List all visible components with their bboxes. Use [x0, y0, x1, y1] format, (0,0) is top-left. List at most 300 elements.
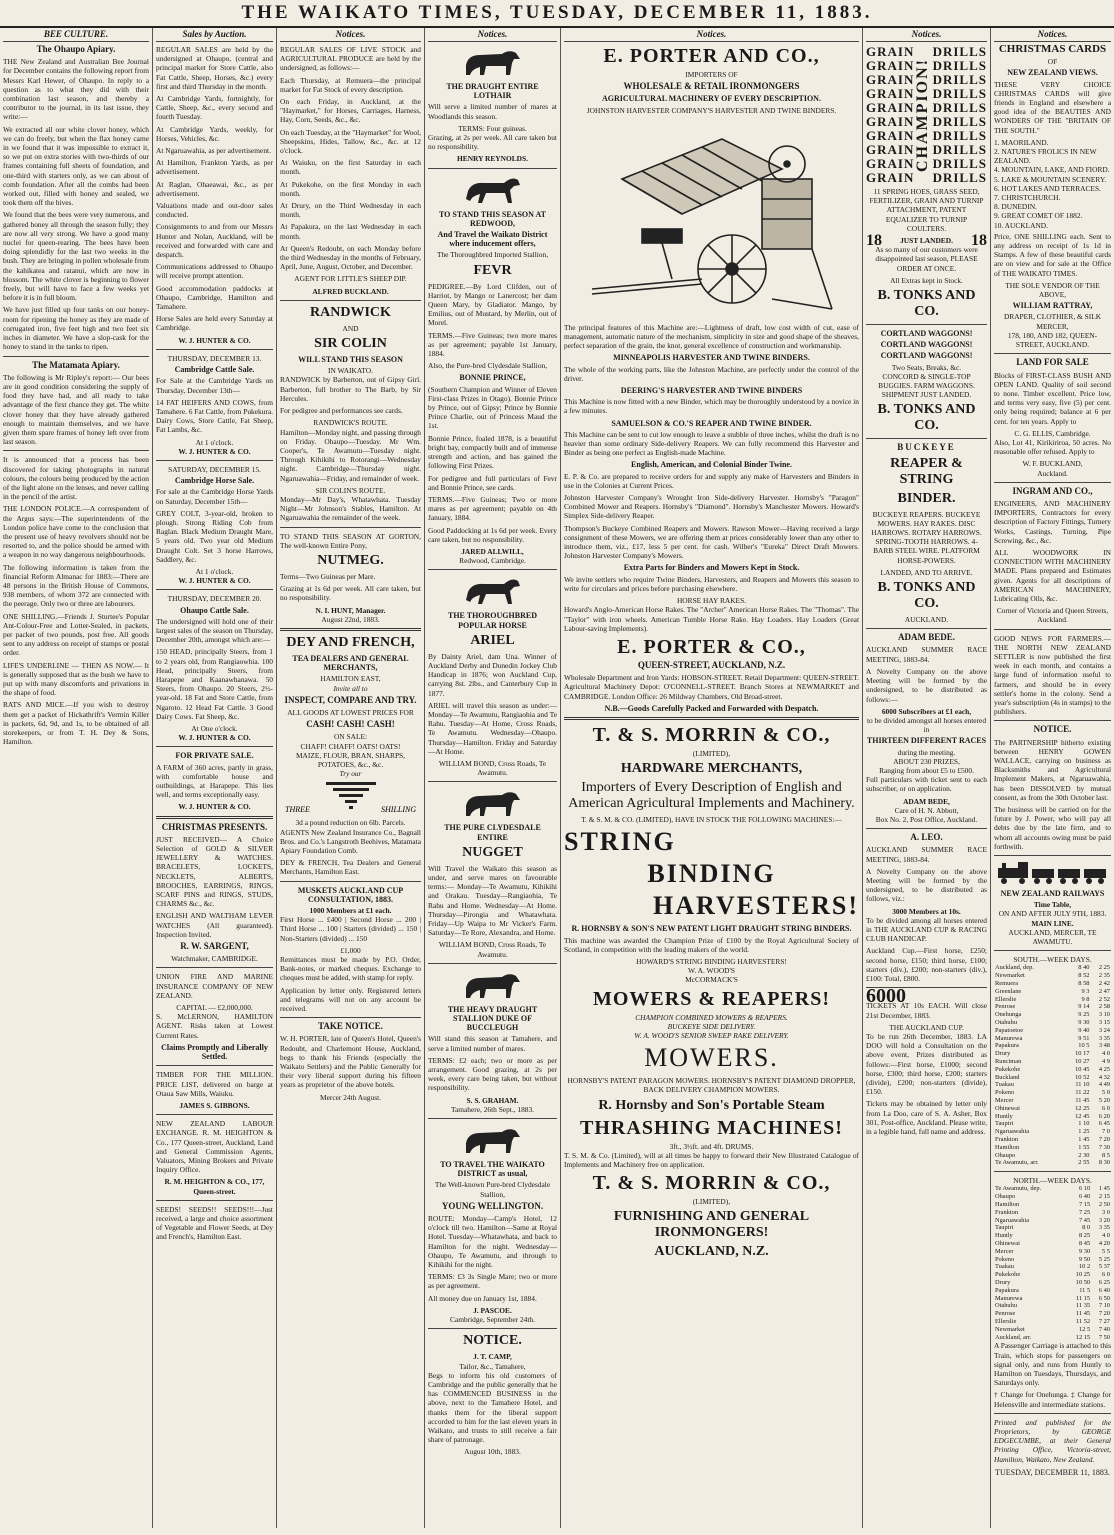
- ad-title: THE THOROUGHBRED POPULAR HORSE: [448, 611, 537, 630]
- ad-subtitle: THE AUCKLAND CUP.: [889, 1022, 964, 1032]
- train-time: 2 42: [1098, 980, 1110, 988]
- train-time: 9 50: [1078, 1255, 1091, 1263]
- ad-paragraph: Tickets may be obtained by letter only from La Doo, care of S. A. Asher, Box 301, Post-office, Auckland. Please write, in a legible hand, full name and address.: [866, 1099, 987, 1137]
- timetable-row: [994, 1081, 1111, 1089]
- train-time: 10 27: [1075, 1058, 1090, 1066]
- divider: [428, 963, 557, 964]
- timetable-subtitle: AUCKLAND, MERCER, TE AWAMUTU.: [1008, 927, 1097, 947]
- train-time: 7 25: [1078, 1208, 1091, 1216]
- divider: [866, 438, 987, 439]
- station-name: Pukekohe: [995, 1271, 1021, 1279]
- card-list-item: 5. LAKE & MOUNTAIN SCENERY.: [994, 174, 1107, 184]
- train-time: 9 30: [1078, 1247, 1091, 1255]
- timetable-row: [994, 1193, 1111, 1201]
- stallion-name: NUGGET: [462, 844, 523, 860]
- ad-paragraph: This Machine can be sent to cut low enough to leave a stubble of three inches, whilst the draft is no heavier than some ordinary Side-delivery Reapers. We can fully recommend this Harvester and Binder as being one perfect as English-made Machine.: [564, 429, 859, 458]
- train-time: 4 0: [1102, 1232, 1110, 1240]
- ad-paragraph: Monday—Mr Day's, Whatawhata. Tuesday Night—Mr Johnson's Stables, Hamilton. At Ngaruawahia the remainder of the week.: [280, 494, 421, 523]
- divider: [280, 1017, 421, 1018]
- train-time: 6 0: [1102, 1104, 1110, 1112]
- ad-signature: JAMES S. GIBBONS.: [179, 1100, 250, 1110]
- train-time: 6 25: [1098, 1278, 1110, 1286]
- locomotive-icon: [994, 860, 1114, 886]
- ad-paragraph: Grazing at 1s 6d per week. All care taken, but no responsibility.: [280, 584, 421, 603]
- ad-paragraph: TERMS.—Five Guineas; two more mares as per agreement; payable 1st January, 1884.: [428, 330, 557, 359]
- ad-paragraph: TERMS: £3 3s Single Mare; two or more as per agreement.: [428, 1272, 557, 1291]
- ad-paragraph: At Cambridge Yards, fortnightly, for Cattle, Sheep, &c., every second and fourth Tuesday.: [156, 94, 273, 122]
- train-time: 6 0: [1102, 1271, 1110, 1279]
- station-name: Ngaruawahia: [995, 1128, 1030, 1136]
- ad-subtitle: AUCKLAND.: [904, 615, 949, 625]
- ad-subtitle: NEW ZEALAND VIEWS.: [1007, 68, 1098, 78]
- product-title: SAMUELSON & CO.'S REAPER AND TWINE BINDER.: [611, 418, 812, 428]
- station-name: Drury: [995, 1278, 1011, 1286]
- ad-paragraph: TIMBER FOR THE MILLION. PRICE LIST, delivered on barge at Otaua Saw Mills, Waiuku.: [156, 1070, 273, 1098]
- ad-title: T. & S. MORRIN & CO.,: [592, 1172, 831, 1195]
- train-time: 12 5: [1078, 1325, 1091, 1333]
- train-time: 3 35: [1098, 1034, 1110, 1042]
- station-name: Greenlane: [995, 987, 1022, 995]
- card-list-item: 2. NATURE'S FROLICS IN NEW ZEALAND.: [994, 147, 1097, 166]
- station-name: Taupiri: [995, 1120, 1014, 1128]
- column-bee-culture: [0, 28, 152, 1528]
- just-landed: JUST LANDED.: [900, 236, 953, 246]
- timetable-row: [994, 988, 1111, 996]
- divider: [428, 569, 557, 570]
- ad-signature: Mercer 24th August.: [320, 1092, 381, 1102]
- ad-paragraph: For Sale at the Cambridge Yards on Thursday, December 13th—: [156, 376, 273, 395]
- train-time: 9 25: [1078, 1011, 1090, 1019]
- column-heading: Notices.: [428, 28, 557, 42]
- column-sales-by-auction: [152, 28, 276, 1528]
- ad-date: Cambridge, September 24th.: [450, 1315, 535, 1325]
- article-title: The Matamata Apiary.: [32, 359, 120, 370]
- divider: [994, 1171, 1111, 1172]
- article-paragraph: We found that the bees were very numerous, and gathered honey all through the season fully; they are now all very strong. We have a good many nuclei for queen-rearing. The bees have been doing splendidly for the last two weeks in the bush. They are bringing in pollen wholesale from the kahikatea and ratanui, which are now in blossom. The white clover is beginning to flower freely, but will have to face a few weeks yet before it is in full bloom.: [3, 210, 150, 303]
- ad-signature: W. F. BUCKLAND,: [1022, 459, 1083, 469]
- ad-subtitle: AGRICULTURAL MACHINERY OF EVERY DESCRIPTION.: [602, 94, 821, 104]
- ad-signature: HENRY REYNOLDS.: [457, 154, 528, 164]
- ad-signature: WILLIAM BOND, Cross Roads, Te Awamutu.: [438, 758, 547, 778]
- ad-paragraph: ENGINEERS, AND MACHINERY IMPORTERS, Contractors for every description of Factory Fittings, Turnery Works, Castings, Turning, Pipe Screwing, &c., &c.: [994, 498, 1111, 545]
- station-name: Ellerslie: [995, 995, 1017, 1003]
- ad-paragraph: DEY & FRENCH, Tea Dealers and General Merchants, Hamilton East.: [280, 858, 421, 877]
- station-name: Tuakau: [995, 1263, 1014, 1271]
- ad-paragraph: To be divided among all horses entered in THE AUCKLAND CUP & RACING CLUB HANDICAP.: [866, 915, 987, 944]
- ad-paragraph: THESE VERY CHOICE CHRISTMAS CARDS will give friends in England and elsewhere a good idea of the BEAUTIES AND WONDERS OF THE "BRITAIN OF THE SOUTH.": [994, 79, 1111, 135]
- product-title: DEERING'S HARVESTER AND TWINE BINDERS: [620, 386, 803, 396]
- article-paragraph: It is announced that a process has been discovered for taking photographs in natural colours, the colours being produced by the action of the light alone on the lenses, and never calling in the pencil of the artist.: [3, 455, 149, 502]
- station-name: Papatoetoe: [995, 1026, 1024, 1034]
- train-time: 10 17: [1075, 1050, 1090, 1058]
- ad-paragraph: GREY COLT, 3-year-old, broken to plough. Strong Riding Cob from Raglan. Black Medium Draught Mare, 5 years old. Two year old Medium Draught Colt. Set 3 horse Harrows, Saddlery, &c.: [156, 508, 273, 564]
- station-name: Remuera: [995, 980, 1019, 988]
- ad-paragraph: At Cambridge Yards, weekly, for Horses, Vehicles, &c.: [156, 124, 273, 143]
- ad-title: THE DRAUGHT ENTIRE LOTHAIR: [446, 82, 539, 101]
- train-time: 4 9: [1102, 1058, 1110, 1066]
- ad-paragraph: ENGLISH AND WALTHAM LEVER WATCHES (All guaranteed). Inspection Invited.: [156, 911, 273, 939]
- train-time: 2 58: [1098, 1003, 1110, 1011]
- train-time: 7 40: [1098, 1325, 1110, 1333]
- ad-paragraph: Each Thursday, at Remuera—the principal market for Fat Stock of every description.: [280, 75, 421, 94]
- ad-title: CASH! CASH! CASH!: [306, 719, 395, 730]
- train-time: 7 50: [1098, 1333, 1110, 1341]
- ad-subtitle: Invite all to: [333, 683, 368, 693]
- sale-time: At 1 o'clock.: [195, 566, 234, 576]
- ad-paragraph: Grazing, at 2s per week. All care taken but no responsibility.: [428, 133, 557, 152]
- product-title: English, American, and Colonial Binder Twine.: [631, 460, 792, 470]
- station-name: Frankton: [995, 1208, 1019, 1216]
- train-time: 7 20: [1098, 1310, 1110, 1318]
- ad-subtitle: HARDWARE MERCHANTS,: [620, 761, 803, 777]
- column-notices-1: [276, 28, 424, 1528]
- ad-subtitle: HAMILTON EAST,: [320, 674, 381, 684]
- ad-paragraph: W. H. PORTER, late of Queen's Hotel, Queen's Redoubt, and Charlemont House, Auckland, begs to thank his Friends (especially the Waikato Settlers) and the Public Generally for their very liberal support during his fifteen years as proprietor of the above hotels.: [280, 1034, 421, 1090]
- article-paragraph: The following information is taken from the financial Reform Almanac for 1883:—There are 48 persons in the British House of Commons, 938 members, of whom 372 are connected with the peerage. Only two or three are labourers.: [3, 562, 149, 609]
- divider: [994, 629, 1111, 630]
- train-time: 7 27: [1098, 1317, 1110, 1325]
- ad-signature: Box No. 2, Post Office, Auckland.: [875, 814, 978, 824]
- stallion-name: BONNIE PRINCE,: [459, 373, 526, 383]
- divider: [156, 349, 273, 350]
- divider: [994, 855, 1111, 856]
- timetable-row: [994, 1310, 1111, 1318]
- card-list-item: 1. MAORILAND.: [994, 137, 1049, 147]
- ad-title: CORTLAND WAGGONS!: [880, 351, 973, 361]
- ad-paragraph: REGULAR SALES are held by the undersigned at Ohaupo, (central and principal market for Store Cattle, also Fat Cattle, Sheep, Horses, &c.) every first and third Thursday in the month.: [156, 45, 273, 91]
- timetable-row: [994, 1003, 1111, 1011]
- train-time: 12 15: [1075, 1333, 1091, 1341]
- ad-paragraph: ROUTE: Monday—Camp's Hotel, 12 o'clock till two. Hamilton—Same at Royal Hotel. Tuesday—Whatawhata, and back to Hamilton for the night. Wednesday—Ohaupo, Te Awamutu, and through to Kihikihi for the night.: [428, 1214, 557, 1270]
- ad-title: MOWERS.: [644, 1043, 779, 1073]
- ad-signature: Corner of Victoria and Queen Streets, Auckland.: [996, 606, 1109, 625]
- ad-subtitle: (LIMITED),: [692, 1197, 731, 1207]
- ad-title: MUSKETS AUCKLAND CUP CONSULTATION, 1883.: [297, 885, 404, 904]
- station-name: Pokeno: [995, 1089, 1015, 1097]
- timetable-row: [994, 1113, 1111, 1121]
- imprint: Printed and published for the Proprietors, by GEORGE EDGECUMBE, at their General Printing Office, Victoria-street, Hamilton, Waikato, New Zealand.: [994, 1417, 1111, 1464]
- ad-paragraph: BUCKEYE REAPERS. BUCKEYE MOWERS. HAY RAKES. DISC HARROWS. ROTARY HARROWS. SPRING-TOOTH HARROWS. 4-BARB STEEL WIRE. PLATFORM HORSE-POWERS.: [871, 509, 982, 565]
- number-18: 18: [866, 232, 882, 250]
- article-paragraph: The following is Mr Ripley's report:— Our bees are in good condition considering the supply of food they have had, and all ready to take advantage of the first chance they get. The white clover honey that they have already gathered enough to maintain themselves, and we have given them spare frames of honey left over from last season.: [3, 372, 149, 447]
- timetable-row: [994, 1050, 1111, 1058]
- stallion-name: ARIEL: [470, 632, 515, 648]
- ad-paragraph: The principal features of this Machine are:—Lightness of draft, low cost width of cut, ease of management, automatic nature of the mechanism, simplicity in size and good shape of the sheaves, perfect separation of the grain, the knot, general excellence of construction and workmanship.: [564, 322, 859, 351]
- ad-paragraph: A FARM of 360 acres, partly in grass, with comfortable house and outbuildings, at Harapepe. This lies well, and terms exceptionally easy.: [156, 762, 273, 800]
- ad-paragraph: Johnston Harvester Company's Wrought Iron Side-delivery Harvester. Hornsby's "Paragon" Combined Mower and Reapers. Hornsby's "Diamond". Hornsby's Manchester Mowers. Howard's Simplex Side-delivery Reaper.: [564, 493, 859, 521]
- station-name: Drury: [995, 1050, 1011, 1058]
- ad-title: MOWERS & REAPERS!: [592, 987, 830, 1010]
- ad-paragraph: ALL WOODWORK IN CONNECTION WITH MACHINERY MADE. Plans prepared and Estimates given. Agents for all descriptions of AMERICAN MACHINERY, Lubricating Oils, &c.: [994, 547, 1111, 603]
- card-list-item: 7. CHRISTCHURCH.: [994, 193, 1061, 203]
- article-paragraph: ONE SHILLING.—Friends J. Sturtee's Popular Ant-Colour-Free and Lotter-Sealed, in packets, per packet of two pounds, post free. All goods sent to any address on receipt of stamps or postal order.: [3, 611, 149, 658]
- ad-paragraph: Blocks of FIRST-CLASS BUSH AND OPEN LAND. Quality of soil second to none. Timber excellent. Price low, and terms very easy, five (5) per cent. only being required; balance at 6 per cent. for ten years. Apply to: [994, 370, 1111, 426]
- ad-subtitle: N.B.—Goods Carefully Packed and Forwarded with Despatch.: [604, 703, 819, 713]
- tea-label-three: THREE: [284, 805, 310, 815]
- ad-paragraph: The business will be carried on for the future by J. Power, who will pay all debts due by the late firm, and to whom all accounts owing must be paid forthwith.: [994, 805, 1111, 851]
- timetable-north: [994, 1185, 1111, 1341]
- divider: [866, 628, 987, 629]
- train-time: 8 58: [1078, 980, 1090, 988]
- divider: [866, 324, 987, 325]
- timetable-row: [994, 980, 1111, 988]
- product-title: W. A. WOOD'S SENIOR SWEEP RAKE DELIVERY.: [634, 1030, 789, 1040]
- train-time: 10 45: [1075, 1065, 1090, 1073]
- stallion-name: YOUNG WELLINGTON.: [441, 1200, 544, 1211]
- timetable-row: [994, 1201, 1111, 1209]
- station-name: Mercer: [995, 1097, 1014, 1105]
- sale-title: FOR PRIVATE SALE.: [175, 751, 254, 761]
- ad-paragraph: Thompson's Buckeye Combined Reapers and Mowers. Rawson Mower—Having received a large consignment of these Mowers, we are offering them at prices considerably lower than any other to introduce them, viz., £17, less 5 per cent. for cash. Wilber's "Eureka" Direct Draft Mowers. Johnston Harvester Company's Mowers.: [564, 523, 859, 561]
- product-title: HORSE HAY RAKES.: [676, 596, 747, 606]
- ad-paragraph: Consignments to and from our Messrs Hunter and Nolan, Auckland, will be received and forwarded with care and despatch.: [156, 222, 273, 260]
- ad-subtitle: IMPORTERS OF: [685, 70, 738, 79]
- station-name: Ngaruawahia: [995, 1216, 1030, 1224]
- timetable-subtitle: ON AND AFTER JULY 9TH, 1883.: [998, 909, 1107, 919]
- timetable-row: [994, 1224, 1111, 1232]
- ad-paragraph: At Drury, on the Third Wednesday in each month.: [280, 201, 421, 220]
- train-time: 8 30: [1098, 1159, 1110, 1167]
- station-name: Papakura: [995, 1286, 1019, 1294]
- ad-paragraph: As so many of our customers were disappointed last season, PLEASE ORDER AT ONCE.: [875, 245, 978, 273]
- ad-subtitle: 3000 Members at 10s.: [892, 906, 961, 916]
- station-name: Taupiri: [995, 1224, 1014, 1232]
- ad-title: INSPECT, COMPARE AND TRY.: [284, 694, 417, 705]
- station-name: Newmarket: [995, 1325, 1025, 1333]
- station-name: Auckland, dep.: [995, 964, 1034, 972]
- ad-signature: JARED ALLWILL,: [461, 546, 524, 556]
- ad-title: INGRAM AND CO.,: [1012, 485, 1093, 496]
- divider: [280, 527, 421, 528]
- station-name: Buckland: [995, 1073, 1020, 1081]
- ad-paragraph: TERMS.—Five Guineas; Two or more mares as per agreement; payable on 4th January, 1884.: [428, 494, 557, 523]
- ad-paragraph: Also, Lot 41, Kirikiriroa, 50 acres. No reasonable offer refused. Apply to: [994, 437, 1111, 457]
- ad-subtitle: Two Seats, Breaks, &c.: [891, 362, 962, 372]
- divider: [280, 628, 421, 631]
- divider: [428, 1328, 557, 1329]
- ad-subtitle: Try our: [339, 769, 362, 779]
- timetable-row: [994, 1318, 1111, 1326]
- ad-subtitle: 3ft., 3½ft. and 4ft. DRUMS.: [669, 1141, 754, 1151]
- train-time: 8 52: [1078, 972, 1090, 980]
- ad-paragraph: TERMS: £2 each; two or more as per arrangement. Good grazing, at 2s per week, every care being taken, but without responsibility.: [428, 1055, 557, 1093]
- station-name: Ohaupo: [995, 1151, 1016, 1159]
- ad-paragraph: We invite settlers who require Twine Binders, Harvesters, and Reapers and Mowers this season to write for circulars and prices before purchasing elsewhere.: [564, 574, 859, 593]
- train-time: 6 10: [1078, 1185, 1091, 1193]
- ad-paragraph: 11 SPRING HOES, GRASS SEED, FERTILIZER, GRAIN AND TURNIP ATTACHMENT, PATENT EQUALIZER TO TURNIP COULTERS.: [869, 187, 984, 233]
- timetable-row: [994, 996, 1111, 1004]
- ad-paragraph: Will stand this season at Tamahere, and serve a limited number of mares.: [428, 1034, 557, 1053]
- ad-paragraph: T. S. M. & Co. (Limited), will at all times be happy to forward their New Illustrated Catalogue of Implements and Machinery free on application.: [564, 1150, 859, 1169]
- ad-title: NOTICE.: [463, 1333, 522, 1349]
- ad-paragraph: Remittances must be made by P.O. Order, Bank-notes, or marked cheques. Exchange to cheques must be added, with stamp for reply.: [280, 955, 421, 983]
- number-18: 18: [971, 232, 987, 250]
- ad-paragraph: PEDIGREE.—By Lord Clifden, out of Harriot, by Mango or Lanercost; her dam Queen Mary, by Gladiator. Mango, by Emilius, out of Mustard, by Merlin, out of Morel.: [428, 281, 557, 328]
- auctioneer-signature: W. J. HUNTER & CO.: [178, 335, 251, 345]
- product-title: BUCKEYE SIDE DELIVERY.: [667, 1021, 756, 1031]
- ad-paragraph: AUCKLAND SUMMER RACE MEETING, 1883-84.: [866, 645, 987, 664]
- ad-subtitle: CHAFF! CHAFF! OATS! OATS!: [300, 741, 401, 751]
- divider: [994, 353, 1111, 354]
- ad-paragraph: First Horse ... £400 | Second Horse ... 200 | Third Horse ... 100 | Starters (divided) ... 150 | Non-Starters (divided) ... 150: [280, 915, 421, 943]
- timetable-row: [994, 1035, 1111, 1043]
- train-time: 10 52: [1075, 1073, 1090, 1081]
- train-time: 2 52: [1098, 995, 1110, 1003]
- station-name: Manurewa: [995, 1294, 1023, 1302]
- ad-subtitle: during the meeting.: [897, 747, 956, 757]
- ad-paragraph: 14 FAT HEIFERS AND COWS, from Tamahere. 6 Fat Cattle, from Pukekura. Dairy Cows, Store Cattle, Fat Sheep, Fat Lambs, &c.: [156, 397, 273, 435]
- ad-paragraph: Bonnie Prince, foaled 1878, is a beautiful bright bay, compactly built and of immense strength and action, and has gained the following First Prizes.: [428, 433, 557, 471]
- ad-paragraph: For pedigree and full particulars of Fevr and Bonnie Prince, see cards.: [428, 473, 557, 492]
- ad-title: A. LEO.: [910, 832, 943, 843]
- ad-subtitle: Watchmaker, CAMBRIDGE.: [171, 954, 258, 964]
- ad-subtitle: IN WAIKATO.: [328, 366, 373, 376]
- train-time: 10 50: [1075, 1278, 1091, 1286]
- divider: [156, 460, 273, 461]
- article-paragraph: We have just filled up four tanks on our honey-room for ripening the honey as they are made of corrugated iron, five feet high and two feet six inches in diameter. We have a slop-cask for the honey to stand in the tanks to ripen.: [3, 305, 149, 352]
- ad-paragraph: At Raglan, Ohaeawai, &c., as per advertisement.: [156, 179, 273, 198]
- ad-signature: ADAM BEDE,: [903, 796, 950, 806]
- ad-subtitle: £1,000: [340, 945, 361, 955]
- ad-paragraph: At Pukekohe, on the first Monday in each month.: [280, 179, 421, 198]
- ad-subtitle: The Thoroughbred Imported Stallion,: [436, 250, 549, 260]
- station-name: Pokeno: [995, 1255, 1015, 1263]
- train-time: 2 25: [1098, 964, 1110, 972]
- train-time: 4 20: [1098, 1239, 1110, 1247]
- timetable-row: [994, 1120, 1111, 1128]
- train-time: 11 52: [1075, 1317, 1091, 1325]
- ad-paragraph: GOOD NEWS FOR FARMERS.—THE NORTH NEW ZEALAND SETTLER is now published the first week in each month, and contains a large fund of information useful to farmers, and should be in every settler's home in the colony. Send a year's subscription (4s in stamps) to the publishers.: [994, 633, 1111, 717]
- train-time: 4 49: [1098, 1081, 1110, 1089]
- train-time: 11 45: [1075, 1310, 1091, 1318]
- station-name: Newmarket: [995, 972, 1025, 980]
- train-time: 1 55: [1078, 1143, 1090, 1151]
- ad-paragraph: Valuations made and out-door sales conducted.: [156, 201, 273, 220]
- train-time: 9 51: [1078, 1034, 1090, 1042]
- divider: [994, 950, 1111, 951]
- train-time: 9 8: [1081, 995, 1090, 1003]
- train-time: 6 40: [1098, 1286, 1110, 1294]
- sale-date: THURSDAY, DECEMBER 20.: [167, 594, 262, 604]
- ad-signature: 178, 180, AND 182, QUEEN-STREET, AUCKLAND.: [1007, 330, 1098, 350]
- product-title: Extra Parts for Binders and Mowers Kept in Stock.: [623, 563, 800, 573]
- divider: [428, 168, 557, 169]
- train-time: 3 20: [1098, 1216, 1110, 1224]
- auctioneer-signature: W. J. HUNTER & CO.: [178, 446, 251, 456]
- ad-subtitle: (LIMITED),: [692, 748, 731, 758]
- ad-title: Claims Promptly and Liberally Settled.: [161, 1042, 268, 1062]
- train-time: 12 25: [1075, 1104, 1090, 1112]
- train-time: 7 15: [1078, 1200, 1091, 1208]
- timetable-row: [994, 964, 1111, 972]
- station-name: Hamilton: [995, 1143, 1020, 1151]
- ad-title: R. W. SARGENT,: [180, 941, 249, 952]
- train-time: 1 45: [1078, 1136, 1090, 1143]
- ad-paragraph: A Novelty Company on the above Meeting will be formed by the undersigned, to be distributed as follows:—: [866, 666, 987, 704]
- timetable-row: [994, 1152, 1111, 1160]
- ad-title: THE HEAVY DRAUGHT STALLION DUKE OF BUCCLEUGH: [447, 1004, 538, 1033]
- column-notices-3: [862, 28, 990, 1528]
- train-time: 12 45: [1075, 1112, 1090, 1120]
- train-time: 3 35: [1098, 1224, 1110, 1232]
- ad-subtitle: TERMS: Four guineas.: [458, 123, 527, 133]
- auctioneer-signature: W. J. HUNTER & CO.: [178, 733, 251, 743]
- ad-paragraph: Also, the Pure-bred Clydesdale Stallion,: [428, 361, 548, 371]
- card-list-item: 10. AUCKLAND.: [994, 220, 1048, 230]
- ad-paragraph: Full particulars with ticket sent to each subscriber, or on application.: [866, 775, 987, 794]
- ad-subtitle: SIR COLIN'S ROUTE.: [315, 485, 386, 495]
- ad-paragraph: RANDWICK by Barberton, out of Gipsy Girl. Barberton, full brother to The Barb, by Sir Hercules.: [280, 375, 421, 403]
- train-time: 2 55: [1078, 1159, 1090, 1167]
- ad-subtitle: The Well-known Pure-bred Clydesdale Stallion,: [434, 1180, 551, 1199]
- ad-signature: N. I. HUNT, Manager.: [315, 605, 386, 615]
- ad-paragraph: AGENT FOR LITTLE'S SHEEP DIP.: [294, 274, 407, 284]
- station-name: Onehunga: [995, 1011, 1022, 1019]
- ad-title: REAPER & STRING: [890, 455, 963, 487]
- station-name: Ellerslie: [995, 1317, 1017, 1325]
- stallion-name: RANDWICK: [310, 304, 391, 320]
- station-name: Manurewa: [995, 1034, 1023, 1042]
- divider: [866, 828, 987, 829]
- station-name: Runciman: [995, 1058, 1022, 1066]
- divider: [156, 1065, 273, 1066]
- ad-title: T. & S. MORRIN & CO.,: [592, 723, 831, 746]
- ad-paragraph: Howard's Anglo-American Horse Rakes. The "Archer" American Horse Rakes. The "Thomas". The "Taylor" with iron wheels. American Tumble Horse Rake. Hay Loaders. Hay Loaders (Great Labour-saving Implements).: [564, 605, 859, 633]
- train-time: 3 15: [1098, 1019, 1110, 1027]
- product-title: CHAMPION COMBINED MOWERS & REAPERS.: [635, 1012, 788, 1022]
- ad-paragraph: (Southern Champion and Winner of Eleven First-class Prizes in Otago). Bonnie Prince by Prince, out of Gipsy; Prince by Bonnie Prince Charlie, out of Princess Maud the 1st.: [428, 384, 557, 431]
- timetable-row: [994, 972, 1111, 980]
- train-time: 9 14: [1078, 1003, 1090, 1011]
- ad-signature: B. TONKS AND CO.: [877, 580, 976, 612]
- train-time: 8 25: [1078, 1232, 1091, 1240]
- divider: [3, 356, 149, 357]
- draught-horse-icon: [458, 968, 528, 1002]
- tea-label-shilling: SHILLING: [380, 805, 416, 815]
- racehorse-icon: [458, 173, 528, 207]
- ad-paragraph: HORNSBY'S PATENT PARAGON MOWERS. HORNSBY'S PATENT DIAMOND DROPPER, BACK DELIVERY CHAMPION MOWERS.: [567, 1076, 856, 1095]
- grain-drills-banner: [866, 45, 987, 185]
- draught-horse-icon: [458, 786, 528, 820]
- ad-title: BINDER.: [897, 490, 956, 506]
- timetable-section: SOUTH.—WEEK DAYS.: [1013, 955, 1092, 965]
- column-notices-4: [990, 28, 1114, 1528]
- stallion-name: NUTMEG.: [317, 552, 384, 568]
- draught-horse-icon: [458, 1123, 528, 1157]
- column-heading: Notices.: [280, 28, 421, 42]
- divider: [564, 717, 859, 720]
- ad-paragraph: This machine was awarded the Champion Prize of £100 by the Royal Agricultural Society of Scotland, in competition with the leading makers of the world.: [564, 935, 859, 954]
- timetable-row: [994, 1066, 1111, 1074]
- station-name: Papakura: [995, 1042, 1019, 1050]
- ad-subtitle: WHOLESALE & RETAIL IRONMONGERS: [623, 81, 800, 92]
- station-name: Penrose: [995, 1310, 1016, 1318]
- train-time: 2 50: [1098, 1200, 1110, 1208]
- column-heading: Notices.: [994, 28, 1111, 42]
- card-list-item: 6. HOT LAKES AND TERRACES.: [994, 183, 1101, 193]
- ad-paragraph: AUCKLAND SUMMER RACE MEETING, 1883-84.: [866, 845, 987, 864]
- station-name: Te Awamutu, dep.: [995, 1185, 1042, 1193]
- timetable-row: [994, 1058, 1111, 1066]
- timetable-row: [994, 1217, 1111, 1225]
- ad-paragraph: Begs to inform his old customers of Cambridge and the public generally that he has COMMENCED BUSINESS in the above, next to the Tamahere Hotel, and thanks them for the liberal support accorded to him for the last eleven years in Waikato, and trusts to still receive a fair share of patronage.: [428, 1370, 557, 1445]
- ad-paragraph: To be run 26th December, 1883. LA DOO will hold a Consultation on the above event, Prizes distributed as follows:—First horse, £1000; second horse, £300; third horse, £200; starters (divide), £200; non-starters (divide), £150.: [866, 1032, 987, 1097]
- train-time: 10 25: [1075, 1271, 1091, 1279]
- train-time: 8 5: [1102, 1151, 1110, 1159]
- racehorse-icon: [458, 574, 528, 608]
- card-list-item: 8. DUNEDIN.: [994, 202, 1037, 212]
- ad-signature: WILLIAM BOND, Cross Roads, Te Awamutu.: [438, 940, 547, 959]
